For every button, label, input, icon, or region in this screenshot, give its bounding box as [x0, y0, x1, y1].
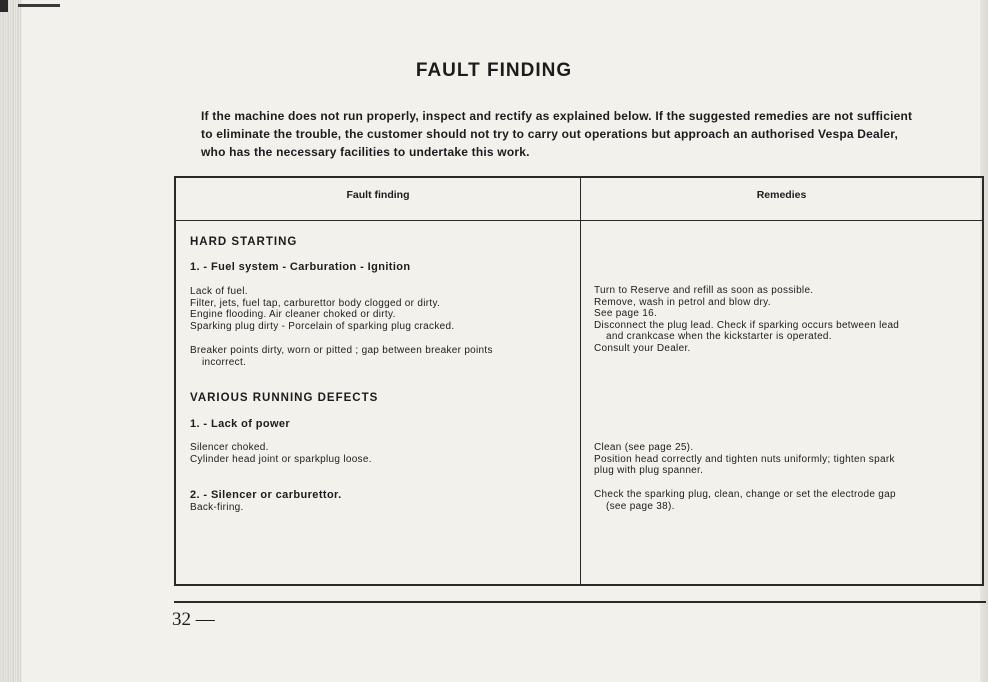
page-edge-stack: [0, 0, 22, 682]
remedy-item: Position head correctly and tighten nuts uniformly; tighten spark: [594, 453, 895, 465]
page-title: FAULT FINDING: [415, 60, 573, 81]
remedy-item: plug with plug spanner.: [594, 465, 704, 476]
page-number: 32 —: [172, 609, 215, 630]
column-header-remedies: Remedies: [756, 189, 807, 201]
fault-item: Lack of fuel.: [190, 286, 248, 297]
bottom-rule: [174, 601, 986, 603]
section-heading-hard-starting: HARD STARTING: [190, 236, 298, 248]
corner-mark: [0, 0, 60, 12]
sub-heading-silencer-carburettor: 2. - Silencer or carburettor.: [190, 489, 342, 501]
fault-item: Filter, jets, fuel tap, carburettor body clogged or dirty.: [190, 297, 441, 309]
header-rule: [176, 220, 982, 221]
fault-item: Engine flooding. Air cleaner choked or dirty.: [190, 309, 396, 320]
remedy-list-hard-starting: [594, 285, 899, 354]
intro-line: to eliminate the trouble, the customer should not try to carry out operations but approach an authorised Vespa Dealer,: [201, 127, 899, 141]
fault-item: Silencer choked.: [190, 442, 269, 453]
remedy-item: See page 16.: [594, 308, 658, 319]
fault-item: Back-firing.: [190, 502, 244, 513]
remedy-item: Clean (see page 25).: [594, 442, 694, 453]
sub-heading-fuel-system: 1. - Fuel system - Carburation - Ignition: [190, 261, 411, 273]
column-header-fault: Fault finding: [346, 189, 410, 201]
fault-item: Breaker points dirty, worn or pitted ; gap between breaker points: [190, 345, 493, 356]
remedy-list-lack-of-power: [594, 442, 895, 477]
fault-list-silencer: [190, 502, 244, 514]
fault-item: Cylinder head joint or sparkplug loose.: [190, 453, 372, 465]
remedy-item: Consult your Dealer.: [594, 342, 691, 354]
fault-item: Sparking plug dirty - Porcelain of sparking plug cracked.: [190, 320, 455, 332]
section-heading-running-defects: VARIOUS RUNNING DEFECTS: [190, 392, 379, 404]
sub-heading-lack-of-power: 1. - Lack of power: [190, 418, 291, 430]
fault-item-continuation: incorrect.: [202, 356, 247, 368]
remedy-item: Disconnect the plug lead. Check if sparking occurs between lead: [594, 319, 900, 331]
remedy-list-silencer: [594, 489, 896, 512]
remedy-item: Check the sparking plug, clean, change or set the electrode gap: [594, 489, 896, 500]
column-divider: [580, 178, 581, 584]
remedy-item-continuation: (see page 38).: [606, 500, 675, 512]
fault-table: [174, 176, 984, 586]
intro-paragraph: [201, 107, 971, 161]
fault-item-breaker-points: [190, 345, 493, 368]
fault-list-lack-of-power: [190, 442, 372, 465]
remedy-item: Turn to Reserve and refill as soon as possible.: [594, 285, 814, 296]
intro-line: If the machine does not run properly, inspect and rectify as explained below. If the suggested remedies are not sufficient: [201, 109, 913, 123]
intro-line: who has the necessary facilities to undertake this work.: [201, 145, 530, 159]
remedy-item-continuation: and crankcase when the kickstarter is operated.: [606, 331, 832, 342]
remedy-item: Remove, wash in petrol and blow dry.: [594, 296, 771, 308]
fault-list-hard-starting: [190, 286, 454, 332]
